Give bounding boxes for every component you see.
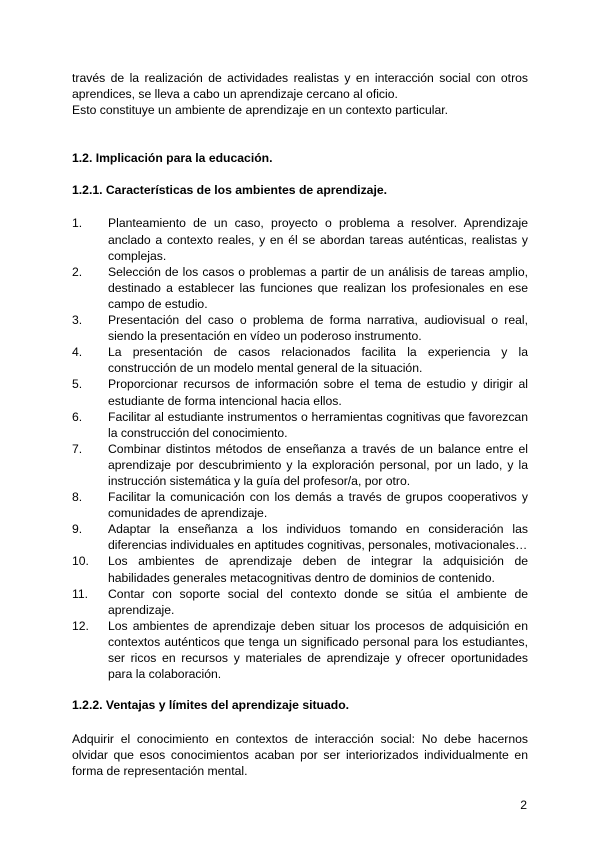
list-item-number: 3. [72,313,83,328]
list-item-text: Los ambientes de aprendizaje deben de integrar la adquisición de habilidades generales metacognitivas dentro de dominios de contenido. [108,554,528,585]
section-heading: 1.2. Implicación para la educación. [72,151,273,166]
list-item-number: 11. [72,586,89,601]
list-item [72,264,528,312]
list-item [72,586,528,618]
list-item-text: Facilitar al estudiante instrumentos o herramientas cognitivas que favorezcan la construcción del conocimiento. [108,409,528,440]
list-item [72,215,528,263]
list-item-number: 10. [72,554,89,569]
list-item-number: 2. [72,264,83,279]
list-item-text: Selección de los casos o problemas a partir de un análisis de tareas amplio, destinado a establecer las funciones que realizan los profesionales en ese campo de estudio. [108,264,528,311]
list-item-number: 12. [72,618,89,633]
list-item-text: Planteamiento de un caso, proyecto o problema a resolver. Aprendizaje anclado a contexto reales, y en él se abordan tareas auténticas, realistas y complejas. [108,216,528,263]
page-number: 2 [520,798,527,812]
list-item [72,441,528,489]
list-item-number: 6. [72,409,83,424]
list-item [72,376,528,408]
list-item [72,553,528,585]
list-item [72,618,528,682]
list-item-text: Los ambientes de aprendizaje deben situar los procesos de adquisición en contextos auténticos que tenga un significado personal para los estudiantes, ser ricos en recursos y materiales de aprendizaje y ofrecer oportunidades para la colaboración. [108,618,528,682]
list-item-text: Contar con soporte social del contexto donde se sitúa el ambiente de aprendizaje. [108,586,528,617]
subsection-heading-advantages: 1.2.2. Ventajas y límites del aprendizaje situado. [72,698,350,713]
list-item-number: 8. [72,490,83,505]
intro-paragraph: través de la realización de actividades realistas y en interacción social con otros aprendices, se lleva a cabo un aprendizaje cercano al oficio. [72,71,528,102]
list-item-number: 1. [72,216,83,231]
advantages-paragraph: Adquirir el conocimiento en contextos de interacción social: No debe hacernos olvidar que esos conocimientos acaban por ser interiorizados individualmente en forma de representación mental. [72,732,528,779]
document-page [72,70,528,780]
list-item-text: Combinar distintos métodos de enseñanza a través de un balance entre el aprendizaje por descubrimiento y la exploración personal, por un lado, y la instrucción sistemática y la guía del profesor/a, por otro. [108,441,528,488]
list-item-text: Adaptar la enseñanza a los individuos tomando en consideración las diferencias individuales en aptitudes cognitivas, personales, motivacionales… [108,522,528,553]
list-item-number: 9. [72,522,83,537]
list-item-text: Facilitar la comunicación con los demás a través de grupos cooperativos y comunidades de aprendizaje. [108,490,528,521]
list-item [72,521,528,553]
list-item [72,409,528,441]
list-item-number: 5. [72,377,83,392]
list-item [72,312,528,344]
list-item [72,344,528,376]
subsection-heading-characteristics: 1.2.1. Características de los ambientes de aprendizaje. [72,183,387,198]
list-item-text: Presentación del caso o problema de forma narrativa, audiovisual o real, siendo la presentación en vídeo un poderoso instrumento. [108,313,528,344]
characteristics-list [72,215,528,682]
list-item-number: 7. [72,441,83,456]
intro-sentence: Esto constituye un ambiente de aprendizaje en un contexto particular. [72,103,449,118]
list-item-text: La presentación de casos relacionados facilita la experiencia y la construcción de un modelo mental general de la situación. [108,345,528,376]
list-item [72,489,528,521]
list-item-number: 4. [72,345,83,360]
list-item-text: Proporcionar recursos de información sobre el tema de estudio y dirigir al estudiante de forma intencional hacia ellos. [108,377,528,408]
